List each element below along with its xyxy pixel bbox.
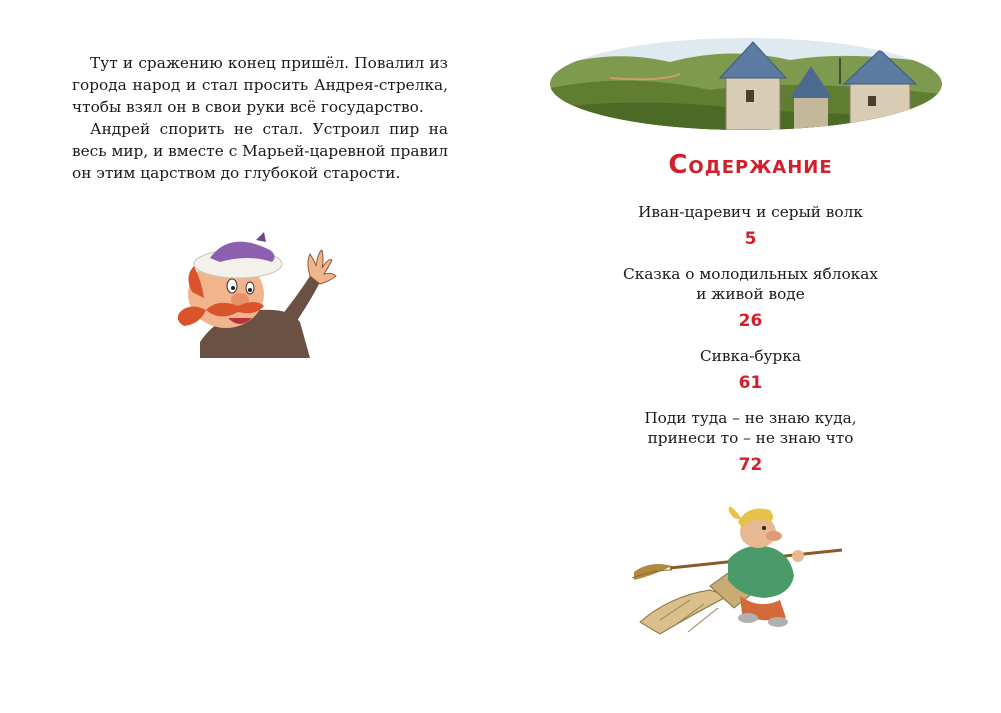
toc-entry-page: 5 [744, 229, 757, 249]
toc-entry[interactable] [500, 408, 1001, 476]
toc-entry[interactable] [500, 202, 1001, 250]
toc-entry[interactable] [500, 264, 1001, 332]
story-paragraph: Тут и сражению конец пришёл. Повалил из города народ и стал просить Андрея-стрелка, чтобы взял он в свои руки всё государство. [72, 54, 448, 116]
toc-entry-title: Сказка о молодильных яблоках и живой воде [623, 265, 878, 303]
story-text [72, 52, 448, 184]
witch-on-mortar-illustration [630, 500, 845, 635]
toc-entry-page: 72 [738, 455, 763, 475]
toc-entry-page: 61 [738, 373, 763, 393]
left-page [0, 0, 500, 713]
toc-entry-title: Сивка-бурка [699, 347, 802, 365]
toc-entry-page: 26 [738, 311, 763, 331]
toc-entry[interactable] [500, 346, 1001, 394]
castle-landscape-banner [550, 38, 942, 130]
toc-title: Содержание [668, 150, 833, 180]
toc-entry-title: Иван-царевич и серый волк [638, 203, 863, 221]
waving-man-illustration [160, 232, 344, 358]
right-page [500, 0, 1001, 713]
story-paragraph: Андрей спорить не стал. Устроил пир на весь мир, и вместе с Марьей-царевной правил он этим царством до глубокой старости. [72, 120, 448, 182]
toc-entry-title: Поди туда – не знаю куда, принеси то – не знаю что [644, 409, 857, 447]
